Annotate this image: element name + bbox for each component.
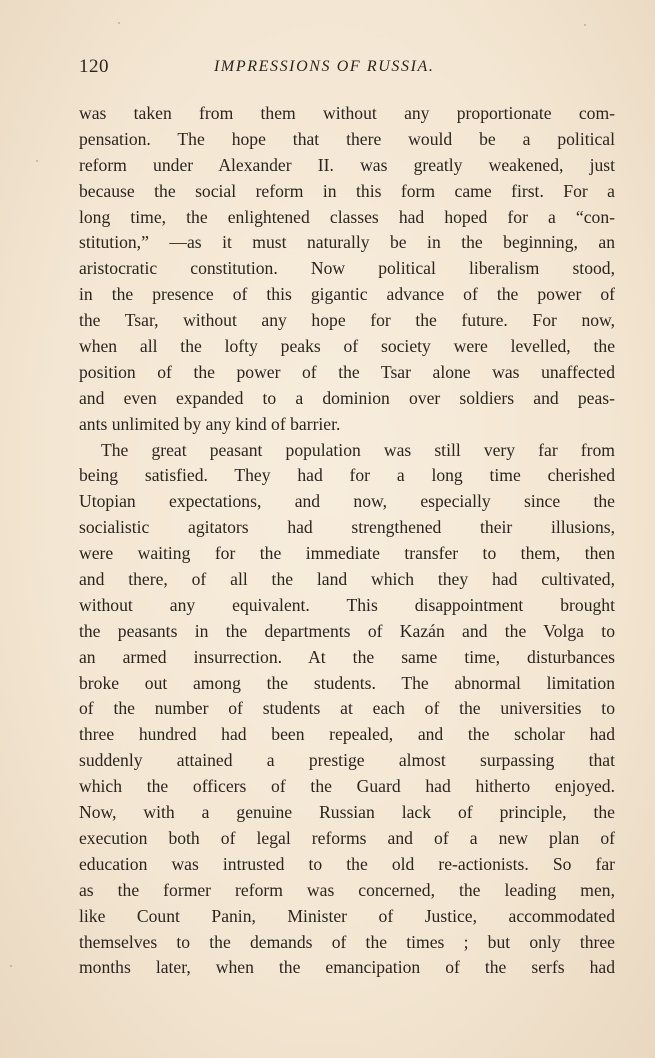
text-line: themselves to the demands of the times ; but only three	[79, 931, 615, 952]
text-line: Utopian expectations, and now, especially since the	[79, 491, 615, 512]
text-line: being satisfied. They had for a long time cherished	[79, 465, 615, 486]
text-line: an armed insurrection. At the same time, disturbances	[79, 646, 615, 667]
running-title: IMPRESSIONS OF RUSSIA.	[214, 58, 435, 75]
text-line: position of the power of the Tsar alone was unaffected	[79, 361, 615, 382]
text-line: long time, the enlightened classes had hoped for a “con-	[79, 206, 615, 227]
text-line: education was intrusted to the old re-actionists. So far	[79, 853, 615, 874]
text-line: like Count Panin, Minister of Justice, accommodated	[79, 905, 615, 926]
text-line: as the former reform was concerned, the leading men,	[79, 879, 615, 900]
text-line: execution both of legal reforms and of a new plan of	[79, 827, 615, 848]
paper-speck	[118, 22, 120, 24]
page-number: 120	[79, 56, 109, 77]
text-line: Now, with a genuine Russian lack of principle, the	[79, 802, 615, 823]
body-text	[79, 101, 615, 981]
paper-speck	[584, 24, 586, 26]
text-line: in the presence of this gigantic advance of the power of	[79, 284, 615, 305]
text-line: ants unlimited by any kind of barrier.	[79, 413, 341, 434]
text-line: when all the lofty peaks of society were levelled, the	[79, 336, 615, 357]
text-line: was taken from them without any proportionate com-	[79, 103, 615, 123]
text-line: which the officers of the Guard had hitherto enjoyed.	[79, 776, 615, 797]
text-line: and even expanded to a dominion over soldiers and peas-	[79, 387, 615, 408]
paper-speck	[10, 965, 12, 967]
text-line: because the social reform in this form came first. For a	[79, 180, 615, 201]
text-line: suddenly attained a prestige almost surpassing that	[79, 750, 615, 771]
text-line: the Tsar, without any hope for the future. For now,	[79, 310, 615, 331]
page-header	[79, 56, 615, 82]
text-line: three hundred had been repealed, and the scholar had	[79, 724, 615, 745]
text-line: the peasants in the departments of Kazán and the Volga to	[79, 620, 615, 641]
text-line: of the number of students at each of the universities to	[79, 698, 615, 719]
text-line: were waiting for the immediate transfer to them, then	[79, 543, 615, 564]
text-line: The great peasant population was still very far from	[101, 439, 615, 460]
text-line: months later, when the emancipation of the serfs had	[79, 957, 615, 978]
text-line: and there, of all the land which they had cultivated,	[79, 569, 615, 590]
text-line: socialistic agitators had strengthened their illusions,	[79, 517, 615, 538]
text-line: stitution,” —as it must naturally be in the beginning, an	[79, 232, 615, 253]
text-line: without any equivalent. This disappointment brought	[79, 594, 615, 615]
text-line: broke out among the students. The abnormal limitation	[79, 672, 615, 693]
text-line: pensation. The hope that there would be a political	[79, 128, 615, 149]
text-line: aristocratic constitution. Now political liberalism stood,	[79, 258, 615, 279]
paper-speck	[36, 160, 38, 162]
text-line: reform under Alexander II. was greatly weakened, just	[79, 154, 615, 175]
